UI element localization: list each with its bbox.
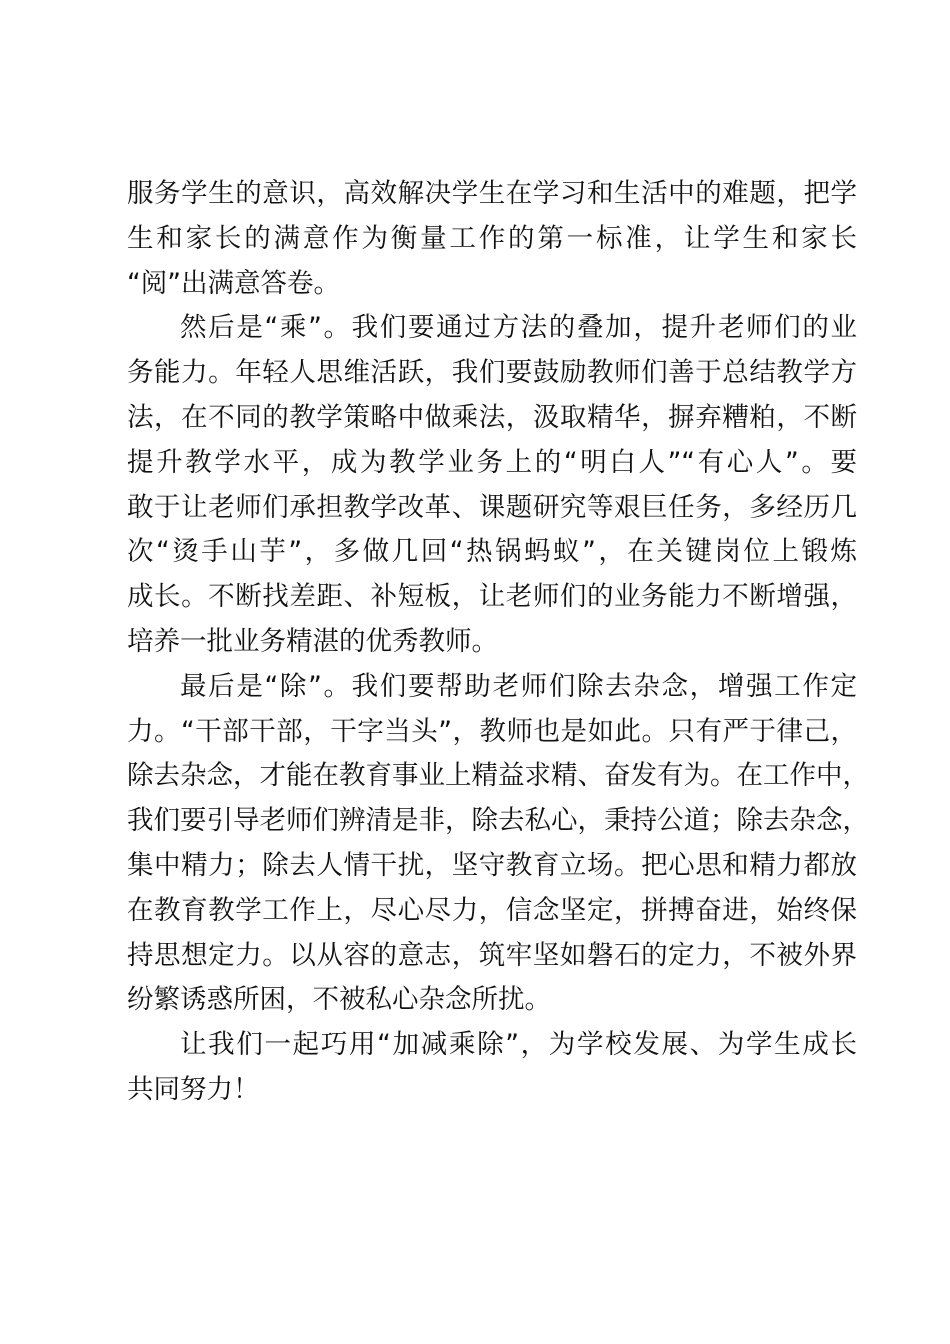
text-line: 成长。不断找差距、补短板，让老师们的业务能力不断增强， — [127, 581, 857, 613]
text-line: 提升教学水平，成为教学业务上的“明白人”“有心人”。要 — [127, 446, 857, 478]
text-line: 敢于让老师们承担教学改革、课题研究等艰巨任务，多经历几 — [127, 491, 857, 523]
paragraph-divide — [127, 665, 869, 1023]
text-line: 持思想定力。以从容的意志，筑牢坚如磐石的定力，不被外界 — [127, 939, 857, 971]
text-line: 力。“干部干部，干字当头”，教师也是如此。只有严于律己， — [127, 715, 857, 747]
document-body — [127, 172, 869, 1113]
text-line: 务能力。年轻人思维活跃，我们要鼓励教师们善于总结教学方 — [127, 357, 857, 389]
text-line: 法，在不同的教学策略中做乘法，汲取精华，摒弃糟粕，不断 — [127, 401, 857, 433]
text-line: 次“烫手山芋”，多做几回“热锅蚂蚁”，在关键岗位上锻炼 — [127, 536, 857, 568]
text-line: “阅”出满意答卷。 — [127, 267, 340, 299]
text-line: 生和家长的满意作为衡量工作的第一标准，让学生和家长 — [127, 222, 857, 254]
paragraph-continued — [127, 172, 857, 306]
text-line: 服务学生的意识，高效解决学生在学习和生活中的难题，把学 — [127, 178, 857, 209]
text-line: 集中精力；除去人情干扰，坚守教育立场。把心思和精力都放 — [127, 849, 857, 881]
text-line: 最后是“除”。我们要帮助老师们除去杂念，增强工作定 — [180, 670, 857, 702]
text-line: 纷繁诱惑所困，不被私心杂念所扰。 — [127, 984, 551, 1016]
paragraph-closing — [127, 1023, 857, 1113]
text-line: 共同努力！ — [127, 1073, 260, 1105]
paragraph-multiply — [127, 306, 857, 664]
text-line: 让我们一起巧用“加减乘除”，为学校发展、为学生成长 — [180, 1029, 857, 1061]
text-line: 除去杂念，才能在教育事业上精益求精、奋发有为。在工作中， — [127, 760, 869, 792]
text-line: 在教育教学工作上，尽心尽力，信念坚定，拼搏奋进，始终保 — [127, 894, 857, 926]
text-line: 我们要引导老师们辨清是非，除去私心，秉持公道；除去杂念， — [127, 805, 869, 837]
text-line: 培养一批业务精湛的优秀教师。 — [127, 625, 498, 657]
text-line: 然后是“乘”。我们要通过方法的叠加，提升老师们的业 — [180, 312, 857, 344]
